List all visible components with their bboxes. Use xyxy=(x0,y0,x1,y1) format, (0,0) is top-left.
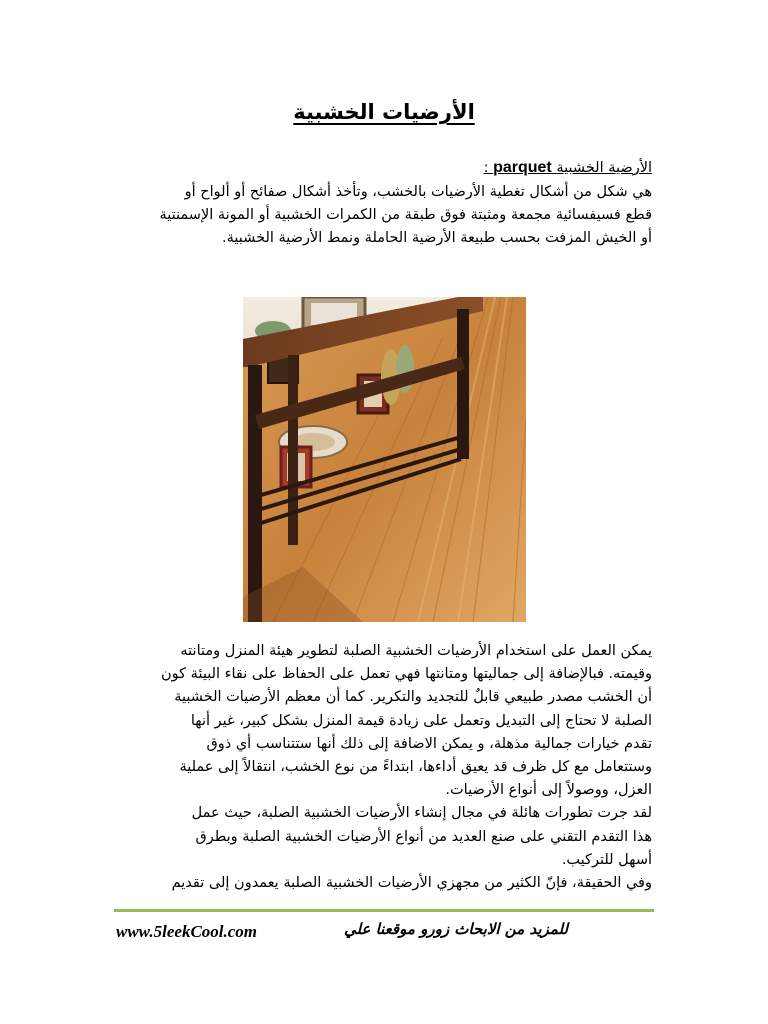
footer-website-link[interactable]: www.5leekCool.com xyxy=(116,922,258,941)
footer-note: للمزيد من الابحاث زورو موقعنا علي xyxy=(343,920,568,938)
body-line: العزل، ووصولاً إلى أنواع الأرضيات. xyxy=(445,782,652,799)
table-leg xyxy=(288,355,298,545)
table-leg xyxy=(248,365,262,622)
body-line: وستتعامل مع كل ظرف قد يعيق أداءها، ابتداءً من نوع الخشب، انتقالاً إلى عملية xyxy=(179,758,652,775)
section-heading-latin: parquet xyxy=(493,159,552,176)
intro-paragraph xyxy=(160,181,652,250)
parquet-floor-photo xyxy=(243,297,526,622)
intro-line: أو الخيش المزفت بحسب طبيعة الأرضية الحاملة ونمط الأرضية الخشبية. xyxy=(222,230,652,246)
body-line: هذا التقدم التقني على صنع العديد من أنواع الأرضيات الخشبية الصلبة وبطرق xyxy=(195,828,652,845)
body-line: تقدم خيارات جمالية مذهلة، و يمكن الاضافة إلى ذلك أنها ستتناسب أي ذوق xyxy=(206,735,652,752)
section-heading-arabic: الأرضية الخشبية xyxy=(556,160,652,176)
body-line: أسهل للتركيب. xyxy=(561,851,652,868)
body-line: لقد جرت تطورات هائلة في مجال إنشاء الأرضيات الخشبية الصلبة، حيث عمل xyxy=(191,805,652,822)
body-line: وفي الحقيقة، فإنّ الكثير من مجهزي الأرضيات الخشبية الصلبة يعمدون إلى تقديم xyxy=(171,874,652,891)
intro-line: هي شكل من أشكال تغطية الأرضيات بالخشب، وتأخذ أشكال صفائح أو ألواح أو xyxy=(184,184,652,200)
body-line: يمكن العمل على استخدام الأرضيات الخشبية الصلبة لتطوير هيئة المنزل ومتانته xyxy=(180,643,652,659)
section-heading xyxy=(484,159,652,177)
parquet-floor-illustration xyxy=(243,297,526,622)
body-line: الصلبة لا تحتاج إلى التبديل وتعمل على زيادة قيمة المنزل بشكل كبير، غير أنها xyxy=(190,712,652,729)
body-paragraph xyxy=(161,640,652,895)
footer-divider xyxy=(114,909,654,912)
section-heading-suffix: : xyxy=(483,160,494,176)
body-line: وقيمته. فبالإضافة إلى جماليتها ومتانتها فهي تعمل على الحفاظ على نقاء البيئة كون xyxy=(161,666,652,683)
intro-line: قطع فسيفسائية مجمعة ومثبتة فوق طبقة من الكمرات الخشبية أو المونة الإسمنتية xyxy=(159,207,652,223)
body-line: أن الخشب مصدر طبيعي قابلٌ للتجديد والتكرير. كما أن معظم الأرضيات الخشبية xyxy=(174,689,652,706)
page-title: الأرضيات الخشبية xyxy=(293,100,475,125)
